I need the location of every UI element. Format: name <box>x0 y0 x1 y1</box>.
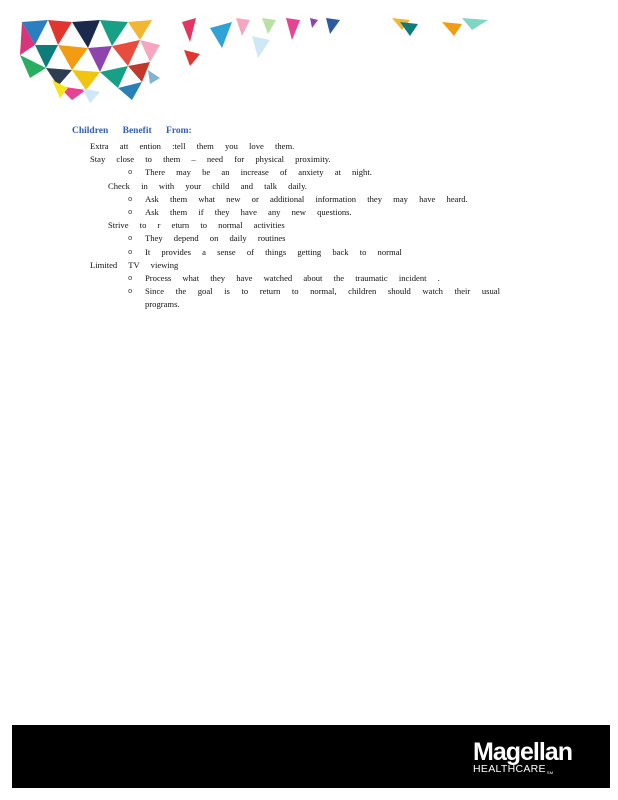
bullet-icon: o <box>128 234 133 243</box>
list-item-text: There may be an increase of anxiety at night. <box>145 167 372 178</box>
list-item <box>72 285 512 311</box>
list-item-text: Process what they have watched about the traumatic incident . <box>145 272 440 283</box>
list-item <box>72 272 512 285</box>
list-item <box>72 140 512 153</box>
list-item-text: Stay close to them – need for physical proximity. <box>90 154 331 165</box>
bullet-icon: o <box>128 207 133 216</box>
list-item-text: Ask them if they have any new questions. <box>145 206 352 217</box>
list-item <box>72 246 512 259</box>
footer-bar <box>12 725 610 788</box>
bullet-icon: o <box>128 273 133 282</box>
list-item-text: Ask them what new or additional information they may have heard. <box>145 193 468 204</box>
list-item <box>72 232 512 245</box>
list-item-text: It provides a sense of things getting back to normal <box>145 246 402 257</box>
bullet-icon: o <box>128 168 133 177</box>
section-heading: Children Benefit From: <box>72 126 192 136</box>
logo-brand-bottom-text: HEALTHCARE <box>473 763 546 775</box>
list-item-text: Check in with your child and talk daily. <box>108 180 307 191</box>
bullet-icon: o <box>128 194 133 203</box>
list-item-text: They depend on daily routines <box>145 233 286 244</box>
list-item <box>72 259 512 272</box>
bullet-icon: o <box>128 247 133 256</box>
list-item-text: Since the goal is to return to normal, children should watch their usual programs. <box>145 286 500 310</box>
magellan-healthcare-logo <box>473 740 572 775</box>
list-item <box>72 153 512 166</box>
list-item-text: Strive to r eturn to normal activities <box>108 220 285 231</box>
decorative-triangle-header <box>0 0 618 112</box>
list-item <box>72 219 512 232</box>
list-item <box>72 206 512 219</box>
document-body <box>72 126 512 311</box>
list-item-text: Extra att ention :tell them you love them. <box>90 141 295 151</box>
list-item-text: Limited TV viewing <box>90 259 179 270</box>
list-item <box>72 193 512 206</box>
service-mark: SM <box>546 770 554 775</box>
logo-brand-top: Magellan <box>473 738 572 766</box>
list-item <box>72 166 512 179</box>
list-item <box>72 180 512 193</box>
bullet-icon: o <box>128 287 133 296</box>
